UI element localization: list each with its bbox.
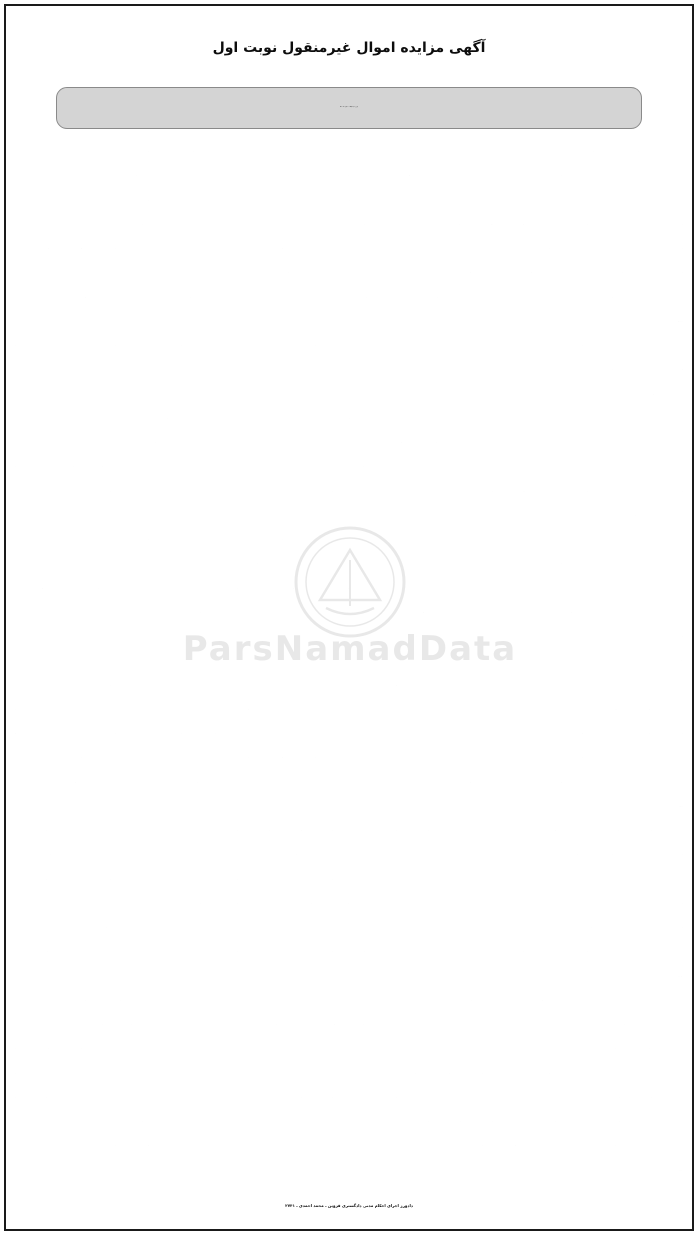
watermark-text: ParsNamadData [182, 629, 518, 669]
notice-body [15, 139, 683, 1182]
body-line [15, 818, 683, 842]
body-line [15, 1061, 683, 1085]
body-line [15, 333, 683, 357]
body-line [15, 479, 683, 503]
body-line [15, 1158, 683, 1182]
body-line [15, 236, 683, 260]
body-line [15, 503, 683, 527]
body-line [15, 454, 683, 478]
body-line [15, 576, 683, 600]
body-line [15, 139, 683, 163]
body-line [15, 212, 683, 236]
body-line [15, 673, 683, 697]
body-line [15, 1109, 683, 1133]
body-line [15, 770, 683, 794]
body-line [15, 624, 683, 648]
body-line [15, 1012, 683, 1036]
body-line [15, 988, 683, 1012]
body-line [15, 163, 683, 187]
body-line [15, 406, 683, 430]
body-line [15, 648, 683, 672]
body-line [15, 1133, 683, 1157]
body-line [15, 1085, 683, 1109]
body-line [15, 285, 683, 309]
body-line [15, 260, 683, 284]
body-line [15, 842, 683, 866]
body-line [15, 915, 683, 939]
body-line [15, 745, 683, 769]
body-line [15, 430, 683, 454]
body-line [15, 721, 683, 745]
body-line [15, 964, 683, 988]
date-number-text: تاریخ: ۱۳۹۹/۰۹/۰۲ ـ شماره: ۹۹۰۰۰۱۴ [339, 107, 359, 108]
date-number-bar [56, 87, 642, 129]
body-line [15, 551, 683, 575]
body-line [15, 382, 683, 406]
body-line [15, 309, 683, 333]
body-line [15, 1036, 683, 1060]
notice-signature: دادورز اجرای احکام مدنی دادگستری قزوین ـ محمد احمدی ـ ۲۷۴۱ [285, 1203, 413, 1208]
body-line [15, 357, 683, 381]
body-line [15, 939, 683, 963]
body-line [15, 794, 683, 818]
notice-title: آگهی مزایده اموال غیرمنقول نوبت اول [212, 40, 486, 56]
body-line [15, 188, 683, 212]
body-line [15, 527, 683, 551]
body-line [15, 600, 683, 624]
body-line [15, 867, 683, 891]
body-line [15, 697, 683, 721]
body-line [15, 891, 683, 915]
